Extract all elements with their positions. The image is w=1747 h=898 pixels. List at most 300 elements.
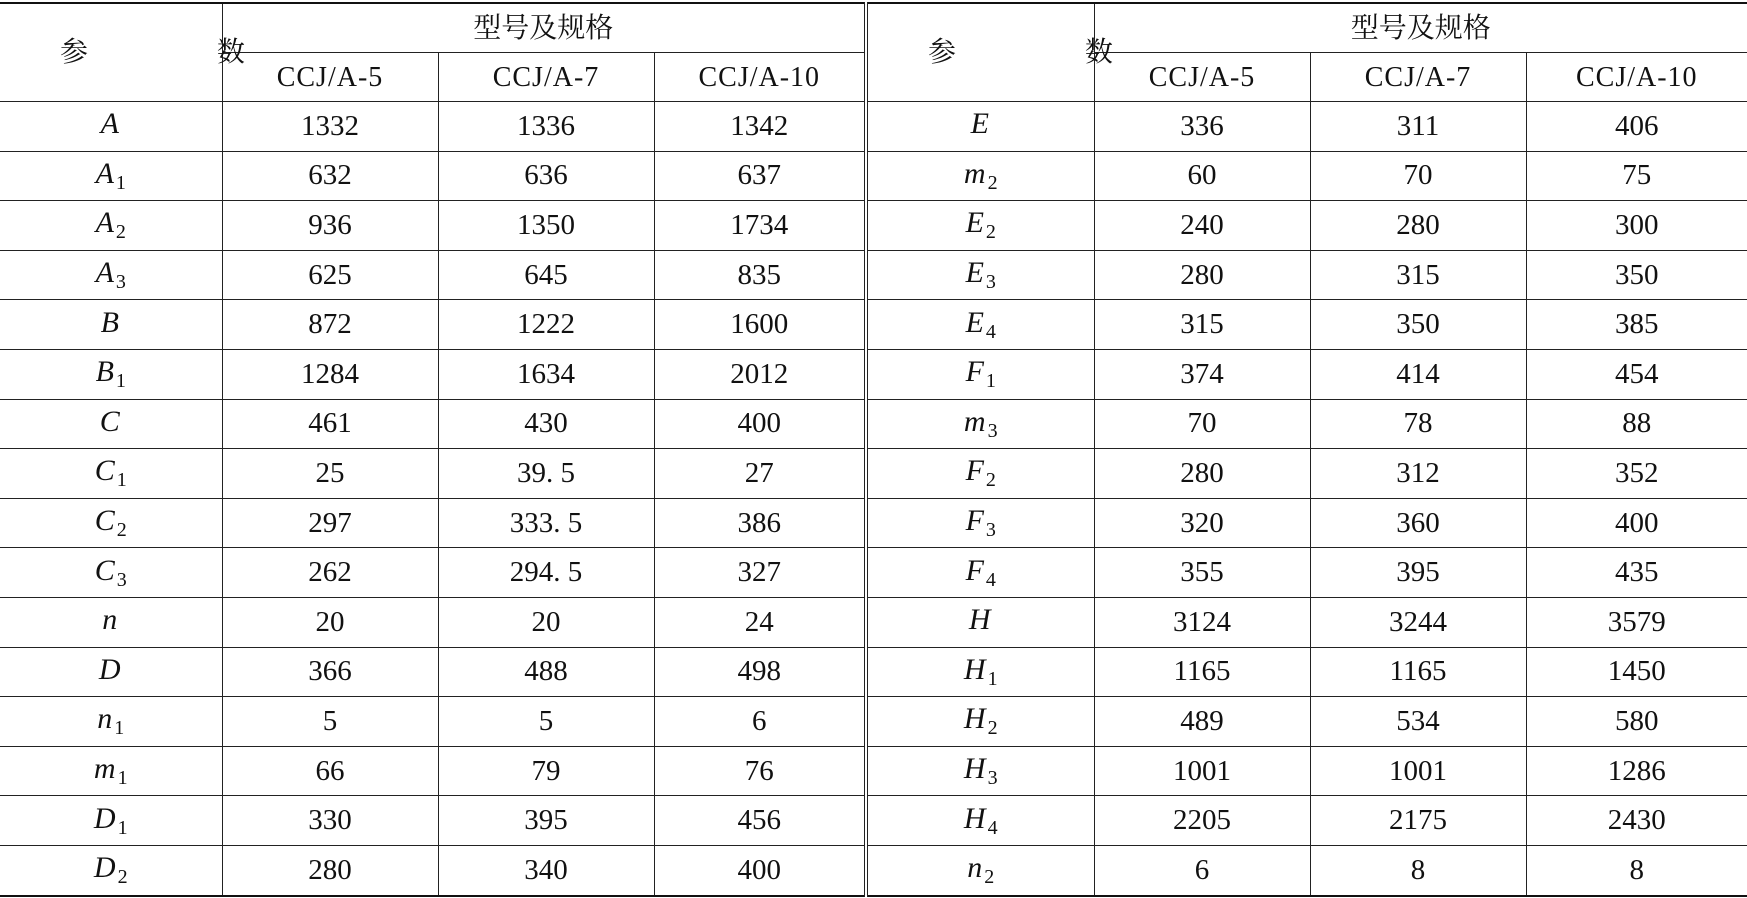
value-cell [1094,201,1310,251]
param-symbol [963,652,998,690]
value-cell [438,647,654,697]
param-symbol [99,653,123,686]
param-symbol-subscript: 2 [985,469,996,492]
param-symbol [965,553,996,591]
param-symbol-main: B [95,355,114,389]
param-symbol-main: D [93,851,116,885]
value-cell [1310,399,1526,449]
param-cell [0,697,222,747]
value-cell [222,349,438,399]
value-cell [1526,151,1747,201]
param-symbol [971,107,991,140]
param-symbol-main: m [93,752,116,786]
spec-header-left-label: 型号及规格 [473,10,614,44]
value-text: 636 [524,159,568,192]
param-symbol-main: m [963,156,986,190]
model-label: CCJ/A-5 [1148,61,1256,93]
param-symbol-main: C [94,454,115,488]
value-text: 66 [315,754,345,787]
model-label: CCJ/A-5 [276,61,384,93]
param-symbol-main: H [968,603,991,637]
value-text: 534 [1396,704,1440,737]
param-cell [0,399,222,449]
value-cell [438,746,654,796]
value-text: 395 [1396,556,1440,589]
value-text: 1001 [1173,754,1232,787]
value-text: 2175 [1389,804,1448,837]
param-symbol [100,405,122,438]
param-symbol-subscript: 4 [987,816,998,839]
param-cell [866,845,1094,895]
param-header-right-label: 参 数 [928,35,1173,68]
value-cell [654,796,866,846]
param-symbol [965,504,996,542]
value-text: 280 [1180,456,1224,489]
value-text: 400 [737,853,781,886]
value-text: 400 [1615,506,1659,539]
value-text: 340 [524,853,568,886]
param-symbol-subscript: 3 [987,767,998,790]
value-text: 327 [737,556,781,589]
value-cell [654,399,866,449]
value-text: 1450 [1607,655,1666,688]
param-symbol-subscript: 1 [985,370,996,393]
value-text: 300 [1615,208,1659,241]
value-cell [222,300,438,350]
param-symbol-subscript: 2 [985,221,996,244]
value-cell [438,349,654,399]
value-cell [1526,597,1747,647]
value-text: 312 [1396,456,1440,489]
value-text: 2012 [730,357,789,390]
param-symbol-main: B [100,305,119,339]
param-symbol [94,504,127,542]
model-header-left-2 [438,53,654,102]
value-cell [438,597,654,647]
param-symbol [95,156,126,194]
value-text: 435 [1615,556,1659,589]
param-symbol [94,553,127,591]
table-row [0,399,1747,449]
value-cell [1526,548,1747,598]
value-cell [654,250,866,300]
param-symbol-subscript: 2 [987,171,998,194]
param-symbol [93,851,128,889]
value-text: 625 [308,258,352,291]
value-cell [654,548,866,598]
param-symbol [95,206,126,244]
value-text: 70 [1403,159,1433,192]
value-text: 3124 [1173,605,1232,638]
value-cell [1094,746,1310,796]
value-cell [1094,250,1310,300]
param-symbol-subscript: 1 [114,717,125,740]
param-symbol-subscript: 2 [117,866,128,889]
param-symbol-subscript: 3 [987,419,998,442]
value-text: 580 [1615,704,1659,737]
value-cell [1310,349,1526,399]
param-symbol-subscript: 2 [984,866,995,889]
value-text: 385 [1615,308,1659,341]
value-cell [438,300,654,350]
param-symbol [93,752,128,790]
param-symbol-main: H [963,752,986,786]
param-cell [0,746,222,796]
value-text: 5 [538,704,554,737]
value-text: 336 [1180,109,1224,142]
param-symbol-main: n [97,702,113,736]
param-cell [0,250,222,300]
param-cell [866,597,1094,647]
param-cell [0,498,222,548]
param-symbol [102,603,119,636]
value-text: 1634 [517,357,575,390]
param-symbol-main: E [970,107,989,141]
value-text: 1222 [517,308,575,341]
value-cell [438,399,654,449]
model-label: CCJ/A-7 [492,61,600,93]
value-cell [654,597,866,647]
value-text: 489 [1180,704,1224,737]
param-symbol-main: F [965,553,984,587]
value-text: 320 [1180,506,1224,539]
value-text: 311 [1396,109,1440,142]
param-symbol-subscript: 4 [985,320,996,343]
table-row [0,201,1747,251]
value-text: 456 [737,804,781,837]
param-symbol-main: C [94,504,115,538]
value-cell [222,647,438,697]
value-text: 395 [524,804,568,837]
value-text: 8 [1629,853,1645,886]
param-cell [866,449,1094,499]
value-cell [438,151,654,201]
param-cell [866,498,1094,548]
value-cell [1310,102,1526,152]
value-text: 20 [531,605,561,638]
param-symbol-main: H [963,652,986,686]
value-text: 1350 [517,208,575,241]
table-row [0,647,1747,697]
value-text: 280 [1180,258,1224,291]
param-symbol [963,702,998,740]
value-cell [222,201,438,251]
value-text: 1165 [1173,655,1231,688]
value-text: 461 [308,407,352,440]
value-cell [1094,449,1310,499]
param-cell [866,647,1094,697]
value-cell [1526,845,1747,895]
model-header-left-3 [654,53,866,102]
value-cell [1526,201,1747,251]
param-symbol-main: C [99,404,120,438]
value-cell [222,597,438,647]
param-symbol [101,306,121,339]
value-text: 6 [1194,853,1210,886]
spec-table [0,2,1747,897]
value-text: 1001 [1389,754,1448,787]
param-symbol-main: D [93,801,116,835]
value-text: 333. 5 [509,506,583,539]
param-symbol [967,851,995,889]
param-cell [0,151,222,201]
value-cell [1094,151,1310,201]
value-text: 352 [1615,456,1659,489]
model-label: CCJ/A-10 [1575,61,1698,93]
value-text: 374 [1180,357,1224,390]
value-cell [1526,746,1747,796]
table-row [0,250,1747,300]
value-cell [1094,548,1310,598]
param-header-left-label: 参 数 [60,35,305,68]
value-text: 8 [1410,853,1426,886]
table-row [0,151,1747,201]
value-cell [1310,647,1526,697]
param-cell [0,845,222,895]
value-cell [654,697,866,747]
param-cell [866,201,1094,251]
table-row [0,796,1747,846]
value-text: 498 [737,655,781,688]
param-symbol [963,752,998,790]
value-cell [1310,201,1526,251]
value-text: 366 [308,655,352,688]
value-text: 315 [1180,308,1224,341]
value-cell [222,746,438,796]
param-symbol [965,454,996,492]
table-row [0,597,1747,647]
param-cell [0,201,222,251]
value-text: 3579 [1607,605,1666,638]
value-cell [222,399,438,449]
value-text: 430 [524,407,568,440]
value-text: 632 [308,159,352,192]
value-text: 2430 [1607,804,1666,837]
model-label: CCJ/A-10 [698,61,821,93]
value-text: 1336 [517,109,575,142]
value-text: 330 [308,804,352,837]
value-text: 488 [524,655,568,688]
param-symbol [963,156,998,194]
value-text: 20 [315,605,345,638]
value-cell [1526,697,1747,747]
value-text: 360 [1396,506,1440,539]
table-row [0,845,1747,895]
table-row [0,697,1747,747]
param-symbol-main: F [965,454,984,488]
value-cell [654,449,866,499]
param-symbol [965,305,996,343]
param-cell [866,548,1094,598]
value-cell [438,449,654,499]
param-symbol [963,404,998,442]
value-cell [1094,349,1310,399]
param-symbol [101,107,121,140]
table-row [0,349,1747,399]
param-symbol-subscript: 3 [985,519,996,542]
param-symbol-subscript: 4 [985,568,996,591]
param-symbol-main: m [963,404,986,438]
table-row [0,300,1747,350]
spec-header-right [1094,3,1747,53]
value-text: 78 [1403,407,1433,440]
value-cell [222,498,438,548]
value-cell [1094,498,1310,548]
param-symbol-main: A [95,156,114,190]
value-cell [654,201,866,251]
value-text: 835 [737,258,781,291]
value-cell [222,449,438,499]
param-symbol-subscript: 1 [117,767,128,790]
value-text: 297 [308,506,352,539]
value-text: 5 [322,704,338,737]
value-cell [222,845,438,895]
value-cell [1310,746,1526,796]
param-cell [866,250,1094,300]
value-text: 1342 [730,109,789,142]
value-cell [654,151,866,201]
param-cell [0,647,222,697]
value-text: 294. 5 [509,556,583,589]
param-symbol [965,206,996,244]
value-text: 280 [308,853,352,886]
param-symbol [97,702,125,740]
value-cell [222,151,438,201]
param-cell [0,548,222,598]
value-cell [1526,449,1747,499]
param-symbol-subscript: 3 [985,271,996,294]
value-cell [222,548,438,598]
value-text: 262 [308,556,352,589]
param-symbol-main: F [965,504,984,538]
value-text: 6 [752,704,767,737]
value-cell [438,845,654,895]
param-symbol-main: A [95,206,114,240]
param-symbol-subscript: 3 [116,568,127,591]
param-cell [866,102,1094,152]
param-cell [0,597,222,647]
value-cell [654,349,866,399]
param-symbol [969,603,993,636]
value-cell [438,498,654,548]
param-symbol-main: A [100,107,119,141]
param-symbol-subscript: 2 [987,717,998,740]
param-symbol-subscript: 1 [987,667,998,690]
value-cell [1526,399,1747,449]
value-cell [1526,102,1747,152]
value-cell [1526,250,1747,300]
value-text: 386 [737,506,781,539]
param-symbol-subscript: 1 [115,171,126,194]
value-text: 25 [315,456,345,489]
value-cell [438,697,654,747]
value-text: 414 [1396,357,1440,390]
value-text: 79 [531,754,561,787]
value-text: 454 [1615,357,1659,390]
param-cell [866,796,1094,846]
param-symbol-main: E [965,305,984,339]
value-cell [1526,349,1747,399]
value-cell [1094,697,1310,747]
param-symbol-subscript: 1 [116,469,127,492]
value-cell [1094,102,1310,152]
value-cell [1310,597,1526,647]
param-cell [0,796,222,846]
param-cell [866,746,1094,796]
param-symbol [963,801,998,839]
value-text: 280 [1396,208,1440,241]
param-symbol-subscript: 1 [117,816,128,839]
param-symbol [95,355,126,393]
value-cell [438,250,654,300]
param-symbol [94,454,127,492]
value-cell [654,647,866,697]
param-symbol [93,801,128,839]
value-cell [1094,399,1310,449]
param-symbol-subscript: 2 [116,519,127,542]
value-cell [1310,250,1526,300]
table-row [0,102,1747,152]
param-cell [0,102,222,152]
value-text: 3244 [1389,605,1448,638]
param-symbol-subscript: 2 [115,221,126,244]
value-cell [1526,300,1747,350]
value-text: 350 [1615,258,1659,291]
value-text: 1286 [1607,754,1666,787]
value-cell [1094,845,1310,895]
param-symbol-main: n [967,851,983,885]
value-cell [438,796,654,846]
model-label: CCJ/A-7 [1364,61,1472,93]
param-cell [866,300,1094,350]
value-text: 2205 [1173,804,1232,837]
value-text: 350 [1396,308,1440,341]
param-symbol-subscript: 3 [115,271,126,294]
value-text: 872 [308,308,352,341]
spec-header-left [222,3,866,53]
value-text: 76 [744,754,774,787]
value-text: 1284 [301,357,359,390]
value-cell [1310,300,1526,350]
value-cell [222,697,438,747]
value-cell [1310,796,1526,846]
value-cell [654,300,866,350]
param-cell [866,151,1094,201]
value-text: 60 [1187,159,1217,192]
value-text: 27 [744,456,774,489]
table-row [0,498,1747,548]
value-text: 88 [1622,407,1652,440]
header-row-1 [0,3,1747,53]
value-text: 75 [1622,159,1652,192]
value-text: 1332 [301,109,359,142]
value-cell [438,102,654,152]
param-symbol-main: H [963,702,986,736]
value-cell [1094,597,1310,647]
table-row [0,746,1747,796]
value-cell [222,102,438,152]
value-text: 1734 [730,208,789,241]
param-symbol-main: E [965,256,984,290]
value-text: 315 [1396,258,1440,291]
value-cell [438,201,654,251]
model-header-right-2 [1310,53,1526,102]
param-cell [866,399,1094,449]
value-text: 1165 [1389,655,1447,688]
value-cell [1094,300,1310,350]
value-cell [654,845,866,895]
param-symbol [965,355,996,393]
